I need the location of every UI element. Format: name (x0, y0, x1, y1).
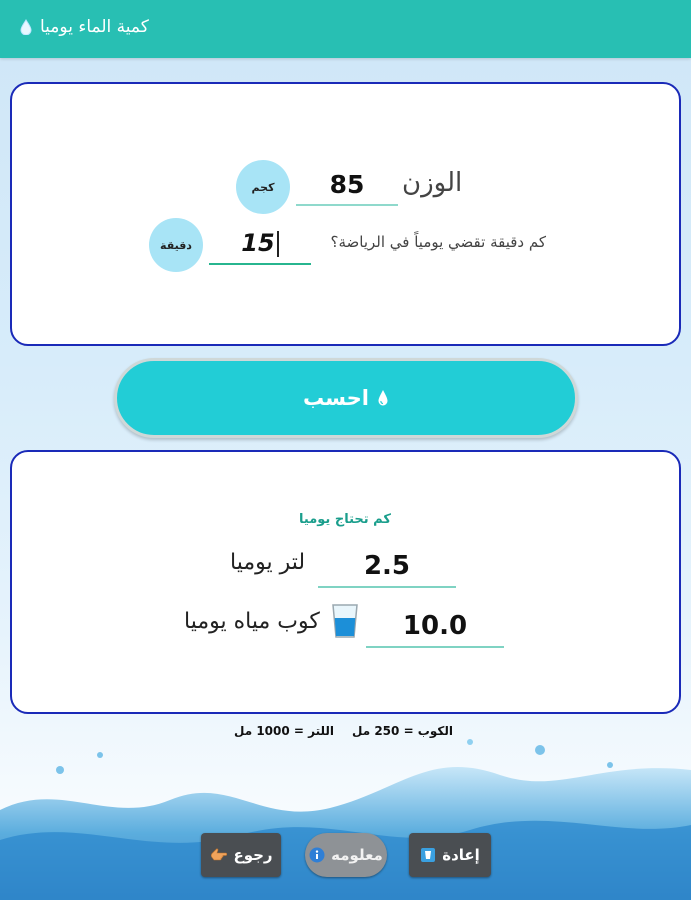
info-button[interactable] (305, 833, 387, 877)
exercise-minutes-value: 15 (241, 229, 275, 257)
water-glass-icon (330, 602, 360, 640)
reset-label: إعادة (442, 846, 480, 864)
exercise-minutes-input[interactable] (209, 225, 311, 265)
cups-label: كوب مياه يوميا (184, 609, 320, 634)
info-icon (309, 847, 325, 863)
weight-label: الوزن (402, 168, 463, 198)
weight-value: 85 (329, 170, 365, 199)
minutes-unit-badge: دقيقة (149, 218, 203, 272)
info-label: معلومه (331, 846, 383, 864)
cups-output: 10.0 (366, 608, 504, 648)
back-label: رجوع (233, 846, 273, 864)
app-title: كمية الماء يوميا (40, 17, 149, 37)
water-drop-icon (18, 19, 34, 35)
exercise-question-label: كم دقيقة تقضي يومياً في الرياضة؟ (330, 233, 546, 251)
text-cursor (277, 231, 279, 257)
back-button[interactable] (201, 833, 281, 877)
calculate-label: احسب (303, 386, 369, 410)
liters-label: لتر يوميا (230, 550, 306, 575)
weight-input[interactable] (296, 168, 398, 206)
reset-icon (420, 847, 436, 863)
water-drop-icon (377, 389, 389, 407)
cup-volume-note: الكوب = 250 مل (352, 724, 453, 738)
reset-button[interactable] (409, 833, 491, 877)
liter-volume-note: اللتر = 1000 مل (234, 724, 335, 738)
calculate-button[interactable] (114, 358, 578, 438)
input-card (10, 82, 681, 346)
pointing-hand-icon (209, 847, 227, 863)
results-heading: كم تحتاج يوميا (299, 512, 391, 527)
app-bar (0, 0, 691, 58)
liters-output: 2.5 (318, 548, 456, 588)
weight-unit-badge: كجم (236, 160, 290, 214)
